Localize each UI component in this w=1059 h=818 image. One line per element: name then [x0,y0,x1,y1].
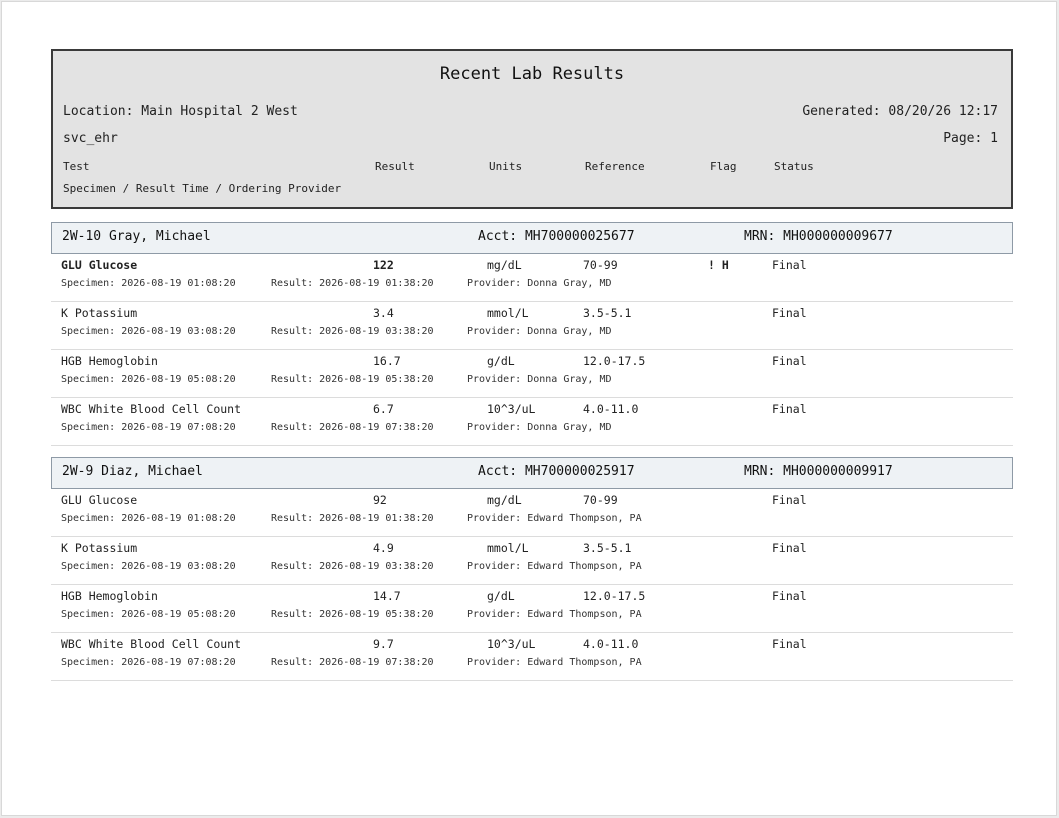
specimen-time: Specimen: 2026-08-19 01:08:20 [61,278,236,289]
specimen-time: Specimen: 2026-08-19 01:08:20 [61,513,236,524]
location-label: Location: Main Hospital 2 West [63,104,298,119]
ordering-provider: Provider: Donna Gray, MD [467,278,612,289]
reference-range: 3.5-5.1 [583,306,632,320]
result-time: Result: 2026-08-19 05:38:20 [271,609,434,620]
ordering-provider: Provider: Edward Thompson, PA [467,513,642,524]
reference-range: 70-99 [583,493,618,507]
report-page [1,1,1057,816]
column-header-units: Units [489,160,523,173]
column-header-status: Status [774,160,814,173]
result-row [51,489,1013,537]
units-value: mmol/L [487,306,529,320]
units-value: g/dL [487,589,515,603]
ordering-provider: Provider: Donna Gray, MD [467,326,612,337]
report-title: Recent Lab Results [439,64,625,84]
patient-header [51,457,1013,489]
result-time: Result: 2026-08-19 07:38:20 [271,657,434,668]
test-name: HGB Hemoglobin [61,354,158,368]
result-status: Final [772,589,807,603]
specimen-time: Specimen: 2026-08-19 03:08:20 [61,326,236,337]
result-time: Result: 2026-08-19 03:38:20 [271,561,434,572]
column-header-flag: Flag [710,160,737,173]
ordering-provider: Provider: Edward Thompson, PA [467,657,642,668]
result-value: 9.7 [373,637,394,651]
specimen-time: Specimen: 2026-08-19 05:08:20 [61,374,236,385]
reference-range: 70-99 [583,258,618,272]
test-name: GLU Glucose [61,493,138,507]
result-value: 6.7 [373,402,394,416]
mrn-number: MRN: MH000000009917 [744,464,893,479]
result-row [51,302,1013,350]
result-status: Final [772,402,807,416]
result-status: Final [772,493,807,507]
result-row [51,585,1013,633]
result-value: 4.9 [373,541,394,555]
result-value: 122 [373,258,394,272]
column-header-subline: Specimen / Result Time / Ordering Provider [63,182,342,195]
result-value: 92 [373,493,387,507]
result-row [51,398,1013,446]
reference-range: 3.5-5.1 [583,541,632,555]
specimen-time: Specimen: 2026-08-19 07:08:20 [61,657,236,668]
ordering-provider: Provider: Donna Gray, MD [467,374,612,385]
report-header [51,49,1013,209]
result-time: Result: 2026-08-19 01:38:20 [271,278,434,289]
result-time: Result: 2026-08-19 05:38:20 [271,374,434,385]
result-row [51,254,1013,302]
result-time: Result: 2026-08-19 03:38:20 [271,326,434,337]
ordering-provider: Provider: Edward Thompson, PA [467,609,642,620]
ordering-provider: Provider: Edward Thompson, PA [467,561,642,572]
page-number: Page: 1 [943,131,998,146]
test-name: K Potassium [61,306,138,320]
column-header-reference: Reference [585,160,645,173]
result-time: Result: 2026-08-19 01:38:20 [271,513,434,524]
units-value: mg/dL [487,493,522,507]
mrn-number: MRN: MH000000009677 [744,229,893,244]
result-status: Final [772,541,807,555]
result-status: Final [772,354,807,368]
result-status: Final [772,306,807,320]
result-time: Result: 2026-08-19 07:38:20 [271,422,434,433]
test-name: WBC White Blood Cell Count [61,402,242,416]
generated-timestamp: Generated: 08/20/26 12:17 [802,104,998,119]
result-status: Final [772,258,807,272]
result-value: 3.4 [373,306,394,320]
result-row [51,350,1013,398]
specimen-time: Specimen: 2026-08-19 07:08:20 [61,422,236,433]
reference-range: 4.0-11.0 [583,637,639,651]
units-value: 10^3/uL [487,402,536,416]
result-value: 16.7 [373,354,401,368]
patient-header [51,222,1013,254]
ordering-provider: Provider: Donna Gray, MD [467,422,612,433]
result-status: Final [772,637,807,651]
column-header-test: Test [63,160,90,173]
units-value: mg/dL [487,258,522,272]
account-number: Acct: MH700000025917 [478,464,635,479]
result-row [51,633,1013,681]
test-name: WBC White Blood Cell Count [61,637,242,651]
units-value: mmol/L [487,541,529,555]
patient-name: 2W-9 Diaz, Michael [62,464,203,479]
reference-range: 12.0-17.5 [583,589,646,603]
units-value: g/dL [487,354,515,368]
test-name: HGB Hemoglobin [61,589,158,603]
user-label: svc_ehr [63,131,118,146]
abnormal-flag: ! H [708,258,729,272]
column-header-result: Result [375,160,415,173]
patient-name: 2W-10 Gray, Michael [62,229,211,244]
test-name: K Potassium [61,541,138,555]
account-number: Acct: MH700000025677 [478,229,635,244]
reference-range: 4.0-11.0 [583,402,639,416]
units-value: 10^3/uL [487,637,536,651]
reference-range: 12.0-17.5 [583,354,646,368]
specimen-time: Specimen: 2026-08-19 03:08:20 [61,561,236,572]
result-row [51,537,1013,585]
specimen-time: Specimen: 2026-08-19 05:08:20 [61,609,236,620]
result-value: 14.7 [373,589,401,603]
test-name: GLU Glucose [61,258,138,272]
